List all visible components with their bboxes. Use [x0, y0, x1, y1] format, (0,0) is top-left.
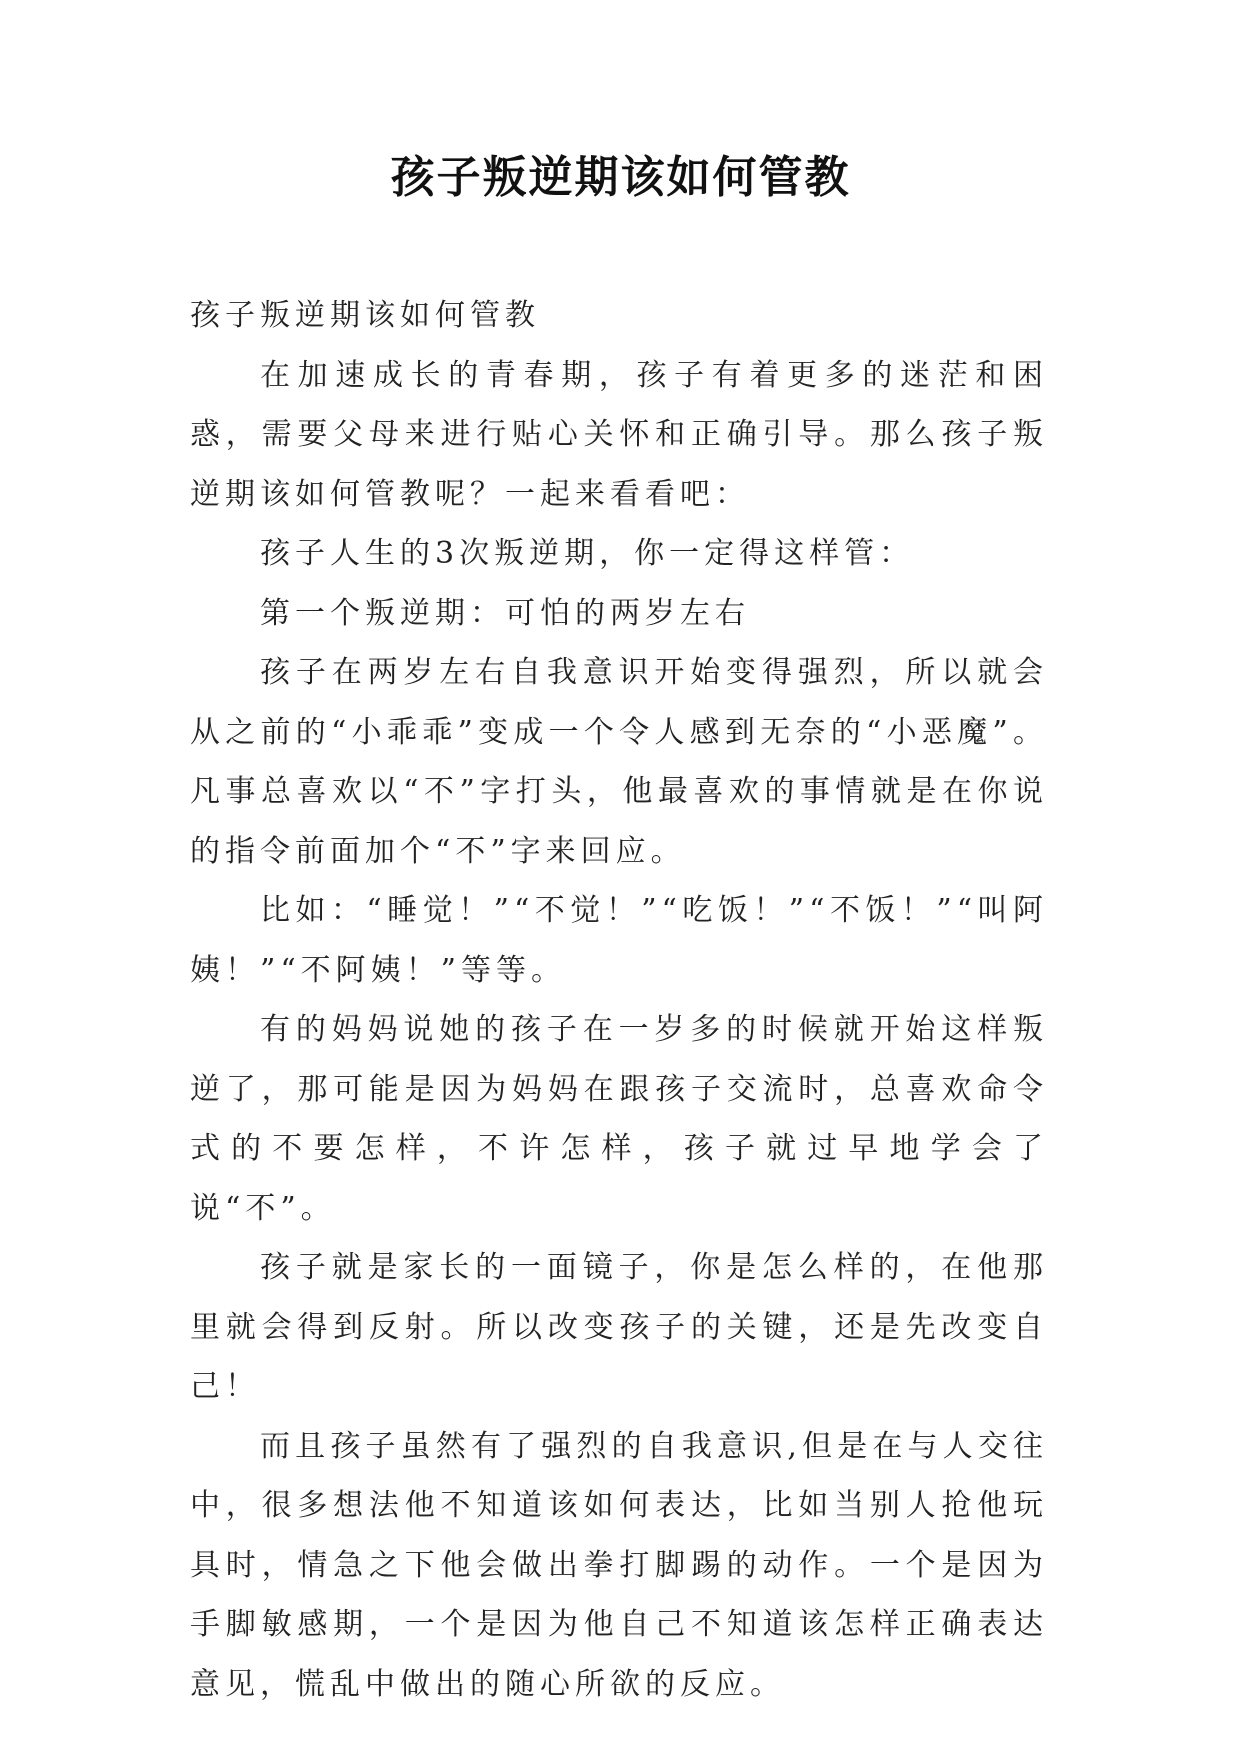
paragraph-subtitle: 孩子叛逆期该如何管教 — [190, 298, 540, 333]
paragraph: 在加速成长的青春期，孩子有着更多的迷茫和困惑，需要父母来进行贴心关怀和正确引导。那么孩子叛逆期该如何管教呢？一起来看看吧： — [190, 357, 1048, 512]
paragraph: 孩子人生的3次叛逆期，你一定得这样管： — [260, 536, 915, 571]
paragraph: 孩子在两岁左右自我意识开始变得强烈，所以就会从之前的“小乖乖”变成一个令人感到无奈的“小恶魔”。凡事总喜欢以“不”字打头，他最喜欢的事情就是在你说的指令前面加个“不”字来回应。 — [190, 655, 1048, 869]
paragraph: 孩子就是家长的一面镜子，你是怎么样的，在他那里就会得到反射。所以改变孩子的关键，还是先改变自己！ — [190, 1250, 1048, 1404]
document-title: 孩子叛逆期该如何管教 — [390, 152, 851, 203]
section-heading: 第一个叛逆期：可怕的两岁左右 — [260, 595, 750, 631]
paragraph: 有的妈妈说她的孩子在一岁多的时候就开始这样叛逆了，那可能是因为妈妈在跟孩子交流时，总喜欢命令式的不要怎样，不许怎样，孩子就过早地学会了说“不”。 — [190, 1012, 1048, 1226]
document-body — [190, 286, 1048, 1714]
paragraph: 比如：“睡觉！”“不觉！”“吃饭！”“不饭！”“叫阿姨！”“不阿姨！”等等。 — [190, 893, 1048, 988]
paragraph: 而且孩子虽然有了强烈的自我意识,但是在与人交往中，很多想法他不知道该如何表达，比如当别人抢他玩具时，情急之下他会做出拳打脚踢的动作。一个是因为手脚敏感期，一个是因为他自己不知道该怎样正确表达意见，慌乱中做出的随心所欲的反应。 — [190, 1428, 1048, 1702]
